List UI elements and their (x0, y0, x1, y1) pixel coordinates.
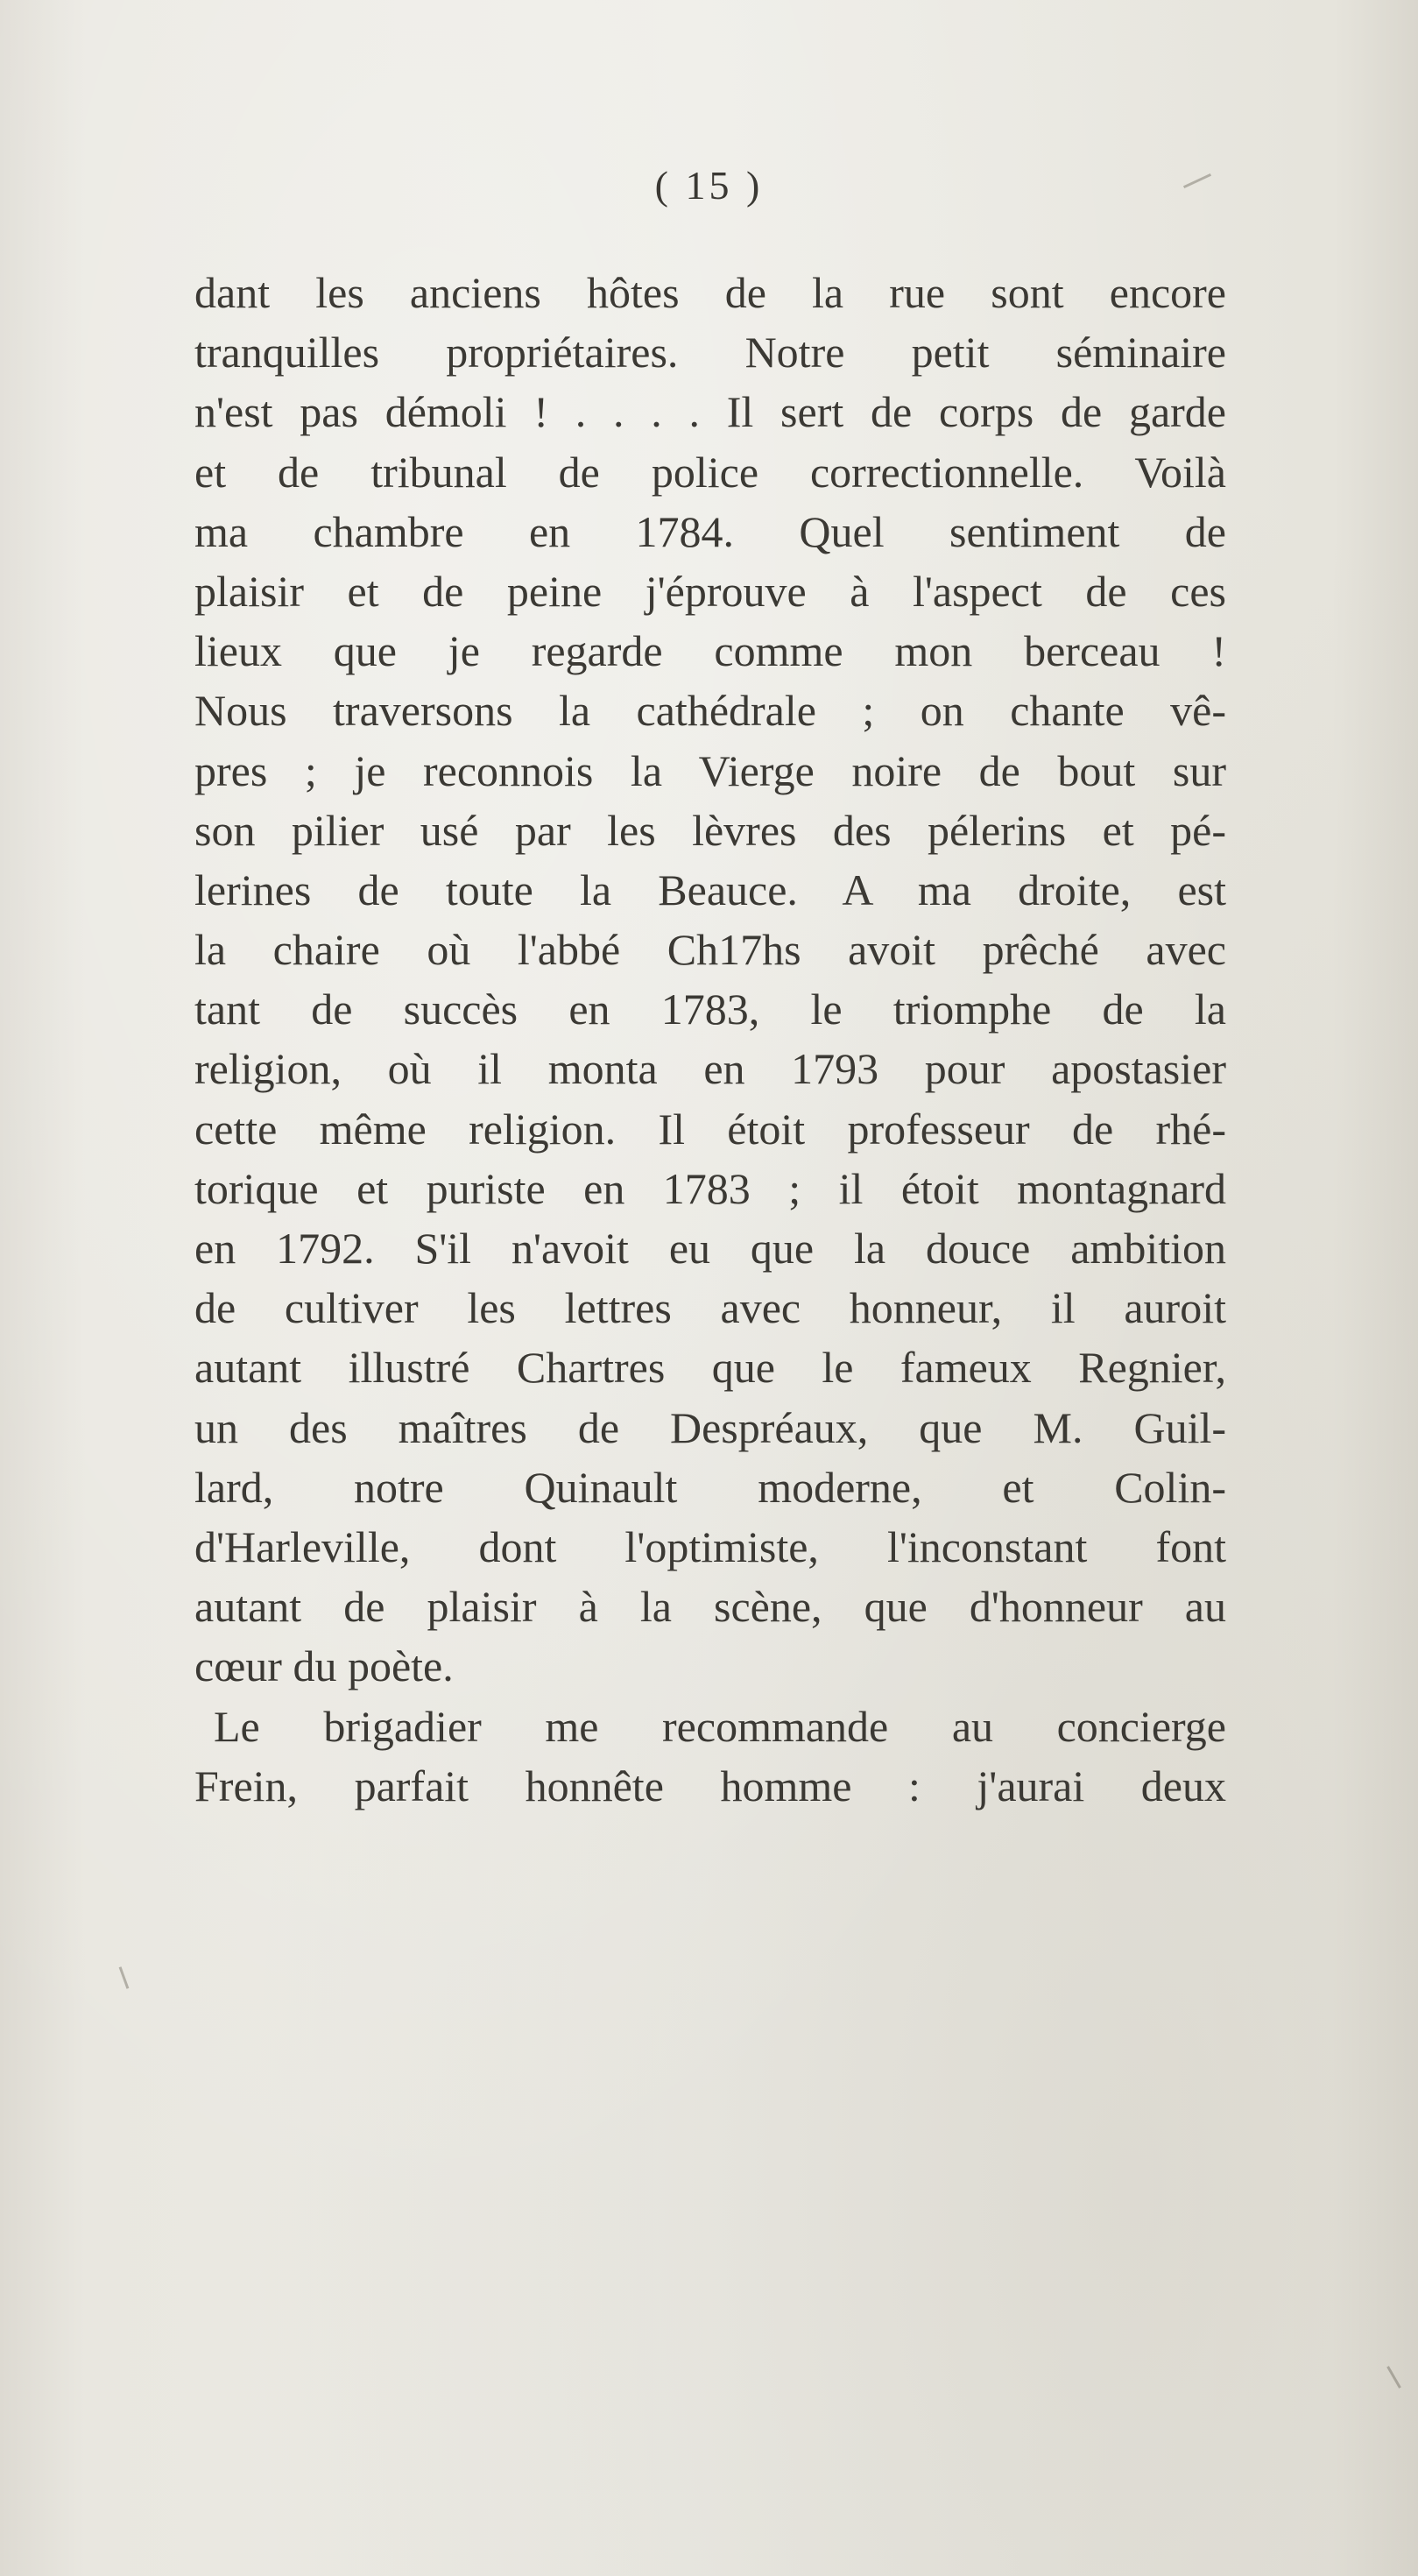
text-line: n'est pas démoli ! . . . . Il sert de corps de garde (194, 387, 1226, 437)
text-line: en 1792. S'il n'avoit eu que la douce ambition (194, 1224, 1226, 1273)
text-line: lard, notre Quinault moderne, et Colin- (194, 1462, 1226, 1512)
text-line: ma chambre en 1784. Quel sentiment de (194, 506, 1226, 556)
text-line: tant de succès en 1783, le triomphe de la (194, 985, 1226, 1034)
text-line: cette même religion. Il étoit professeur de rhé- (194, 1104, 1226, 1154)
text-line: plaisir et de peine j'éprouve à l'aspect de ces (194, 566, 1226, 616)
text-line: et de tribunal de police correctionnelle. Voilà (194, 447, 1226, 497)
text-line: Nous traversons la cathédrale ; on chante vê- (194, 686, 1226, 736)
text-line: la chaire où l'abbé Ch17hs avoit prêché avec (194, 925, 1226, 975)
text-line: Frein, parfait honnête homme : j'aurai deux (194, 1761, 1226, 1810)
text-line: lieux que je regarde comme mon berceau ! (194, 626, 1226, 676)
text-line: autant de plaisir à la scène, que d'honneur au (194, 1582, 1226, 1632)
paper-speck (119, 1966, 130, 1988)
text-line: d'Harleville, dont l'optimiste, l'inconstant font (194, 1521, 1226, 1571)
text-line: lerines de toute la Beauce. A ma droite, est (194, 865, 1226, 914)
page-number: ( 15 ) (654, 163, 764, 208)
paper-speck (1386, 2366, 1401, 2389)
text-line: son pilier usé par les lèvres des pélerins et pé- (194, 805, 1226, 855)
text-line: de cultiver les lettres avec honneur, il auroit (194, 1283, 1226, 1333)
text-line: Le brigadier me recommande au concierge (214, 1701, 1226, 1751)
body-text (194, 263, 1226, 1816)
text-line: dant les anciens hôtes de la rue sont encore (194, 268, 1226, 317)
text-line: religion, où il monta en 1793 pour apostasier (194, 1044, 1226, 1094)
text-line: pres ; je reconnois la Vierge noire de bout sur (194, 745, 1226, 795)
text-line: torique et puriste en 1783 ; il étoit montagnard (194, 1163, 1226, 1213)
text-line: tranquilles propriétaires. Notre petit séminaire (194, 328, 1226, 378)
text-line: cœur du poète. (194, 1641, 454, 1691)
text-line: autant illustré Chartres que le fameux Regnier, (194, 1343, 1226, 1393)
text-line: un des maîtres de Despréaux, que M. Guil- (194, 1402, 1226, 1452)
